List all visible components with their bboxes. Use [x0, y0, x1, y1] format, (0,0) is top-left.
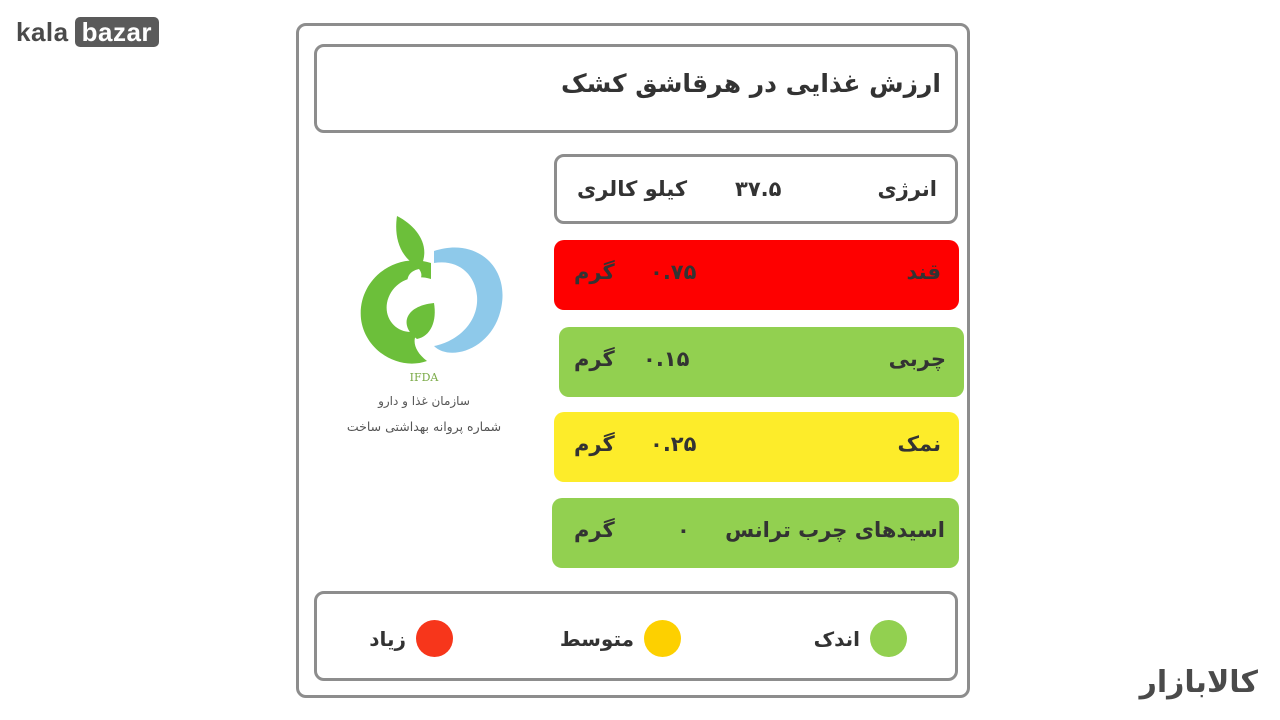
energy-name: انرژی [877, 177, 937, 201]
fat-value: ۰.۱۵ [643, 347, 690, 371]
sugar-name: قند [906, 260, 941, 284]
low-indicator-icon [870, 620, 907, 657]
salt-unit: گرم [574, 432, 615, 456]
trans-fat-name: اسیدهای چرب ترانس [725, 518, 945, 542]
health-license-label: شماره پروانه بهداشتی ساخت [346, 419, 502, 434]
sugar-value: ۰.۷۵ [650, 260, 697, 284]
brand-text-bazar: bazar [75, 17, 159, 47]
legend-medium-label: متوسط [559, 626, 634, 651]
legend-low-label: اندک [813, 626, 860, 651]
corner-brand-mark: کالابازار [1139, 665, 1258, 700]
fat-name: چربی [888, 347, 946, 371]
high-indicator-icon [416, 620, 453, 657]
trans-fat-unit: گرم [574, 518, 615, 542]
ifda-logo [329, 211, 519, 451]
ifda-abbreviation: IFDA [409, 371, 439, 384]
nutrition-title: ارزش غذایی در هرقاشق کشک [314, 44, 958, 133]
energy-unit: کیلو کالری [577, 177, 688, 201]
legend-high [369, 620, 453, 657]
trans-fat-value: ۰ [677, 518, 690, 542]
ifda-emblem-icon [339, 211, 509, 371]
nutrition-label-card [296, 23, 970, 698]
sugar-unit: گرم [574, 260, 615, 284]
kalabazar-logo [16, 16, 159, 48]
legend-low [814, 620, 907, 657]
sugar-row [554, 240, 959, 310]
salt-row [554, 412, 959, 482]
energy-row [554, 154, 958, 224]
salt-value: ۰.۲۵ [650, 432, 697, 456]
fat-row [559, 327, 964, 397]
energy-value: ۳۷.۵ [735, 177, 782, 201]
traffic-light-legend [314, 591, 958, 681]
ifda-org-name: سازمان غذا و دارو [378, 394, 470, 408]
legend-high-label: زیاد [369, 626, 406, 651]
medium-indicator-icon [644, 620, 681, 657]
legend-medium [560, 620, 681, 657]
salt-name: نمک [897, 432, 941, 456]
trans-fat-row [552, 498, 959, 568]
fat-unit: گرم [574, 347, 615, 371]
brand-text-kala: kala [16, 16, 69, 47]
